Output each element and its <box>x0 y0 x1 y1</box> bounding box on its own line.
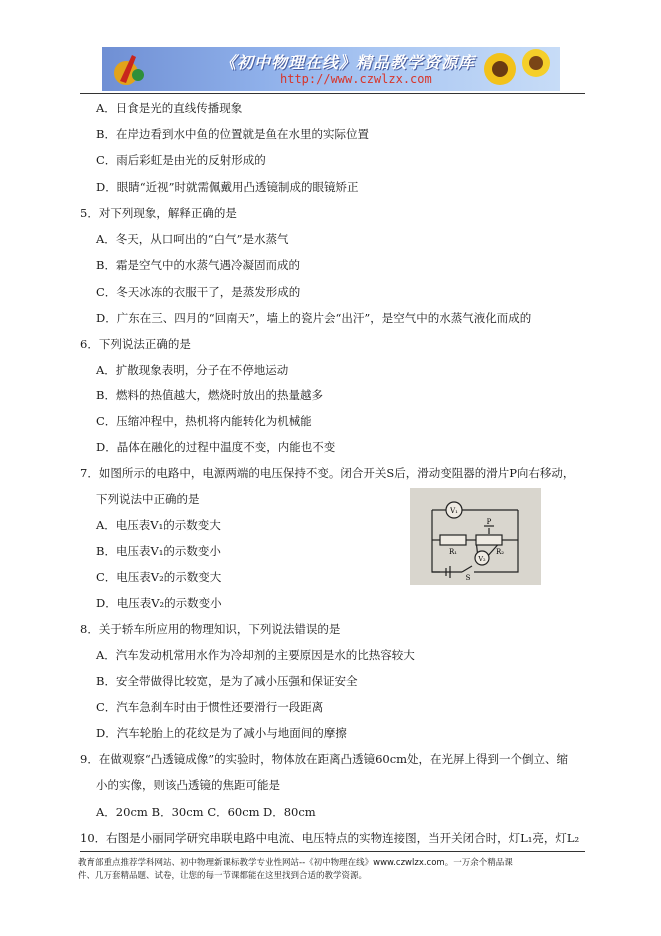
q5-option-b: B．霜是空气中的水蒸气遇冷凝固而成的 <box>96 258 300 272</box>
q9-option-a: A．20cm <box>96 805 148 819</box>
q4-option-a: A．日食是光的直线传播现象 <box>96 101 243 115</box>
footer-line-2: 件、几万套精品题、试卷，让您的每一节课都能在这里找到合适的教学资源。 <box>78 871 368 881</box>
footer-line-1: 教育部重点推荐学科网站、初中物理新课标教学专业性网站--《初中物理在线》www.czwlzx.com。一万余个精品课 <box>78 858 513 868</box>
q8-option-b: B．安全带做得比较宽，是为了减小压强和保证安全 <box>96 674 358 688</box>
q6-option-d: D．晶体在融化的过程中温度不变，内能也不变 <box>96 440 336 454</box>
q5-option-a: A．冬天，从口呵出的“白气”是水蒸气 <box>96 232 289 246</box>
q9-stem-cont: 小的实像，则该凸透镜的焦距可能是 <box>96 778 280 792</box>
footer-rule <box>80 851 585 852</box>
q7-option-a: A．电压表V₁的示数变大 <box>96 518 221 532</box>
fig-label-v1: V₁ <box>450 507 458 515</box>
fig-label-v2: V₂ <box>478 555 486 563</box>
fig-label-s: S <box>465 574 471 582</box>
fig-label-r2: R₂ <box>495 548 505 556</box>
q9-option-d: D．80cm <box>262 805 316 819</box>
resistor-r2 <box>476 535 502 545</box>
q6-option-b: B．燃料的热值越大，燃烧时放出的热量越多 <box>96 388 323 402</box>
q7-stem-cont: 下列说法中正确的是 <box>96 492 200 506</box>
banner-url[interactable]: http://www.czwlzx.com <box>280 72 432 86</box>
q6-option-c: C．压缩冲程中，热机将内能转化为机械能 <box>96 414 312 428</box>
circuit-diagram <box>410 488 541 585</box>
q4-option-b: B．在岸边看到水中鱼的位置就是鱼在水里的实际位置 <box>96 127 369 141</box>
q7-option-c: C．电压表V₂的示数变大 <box>96 570 222 584</box>
q9-options <box>96 804 315 820</box>
sunflower-icon <box>480 47 556 91</box>
q4-option-c: C．雨后彩虹是由光的反射形成的 <box>96 153 266 167</box>
q9-stem: 9．在做观察“凸透镜成像”的实验时，物体放在距离凸透镜60cm处，在光屏上得到一个倒立、缩 <box>80 752 569 766</box>
q7-option-d: D．电压表V₂的示数变小 <box>96 596 222 610</box>
fig-label-r1: R₁ <box>448 548 458 556</box>
fig-label-p: P <box>486 518 492 526</box>
header-rule <box>80 93 585 94</box>
q8-option-d: D．汽车轮胎上的花纹是为了减小与地面间的摩擦 <box>96 726 347 740</box>
site-logo-icon <box>110 51 150 87</box>
q5-stem: 5．对下列现象，解释正确的是 <box>80 206 237 220</box>
resistor-r1 <box>440 535 466 545</box>
q8-option-c: C．汽车急刹车时由于惯性还要滑行一段距离 <box>96 700 324 714</box>
q9-option-c: C．60cm <box>207 805 260 819</box>
q8-stem: 8．关于轿车所应用的物理知识，下列说法错误的是 <box>80 622 341 636</box>
banner-title: 《初中物理在线》精品教学资源库 <box>220 53 476 72</box>
q6-option-a: A．扩散现象表明，分子在不停地运动 <box>96 363 289 377</box>
q7-stem: 7．如图所示的电路中，电源两端的电压保持不变。闭合开关S后，滑动变阻器的滑片P向右移动， <box>80 466 575 480</box>
q10-stem: 10．右图是小丽同学研究串联电路中电流、电压特点的实物连接图，当开关闭合时，灯L₁亮，灯L₂ <box>80 831 580 845</box>
q5-option-d: D．广东在三、四月的“回南天”，墙上的瓷片会“出汗”，是空气中的水蒸气液化而成的 <box>96 311 532 325</box>
q8-option-a: A．汽车发动机常用水作为冷却剂的主要原因是水的比热容较大 <box>96 648 415 662</box>
q4-option-d: D．眼睛“近视”时就需佩戴用凸透镜制成的眼镜矫正 <box>96 180 359 194</box>
q9-option-b: B．30cm <box>151 805 204 819</box>
q7-option-b: B．电压表V₁的示数变小 <box>96 544 221 558</box>
header-banner <box>102 47 560 91</box>
q6-stem: 6．下列说法正确的是 <box>80 337 191 351</box>
q5-option-c: C．冬天冰冻的衣服干了，是蒸发形成的 <box>96 285 301 299</box>
